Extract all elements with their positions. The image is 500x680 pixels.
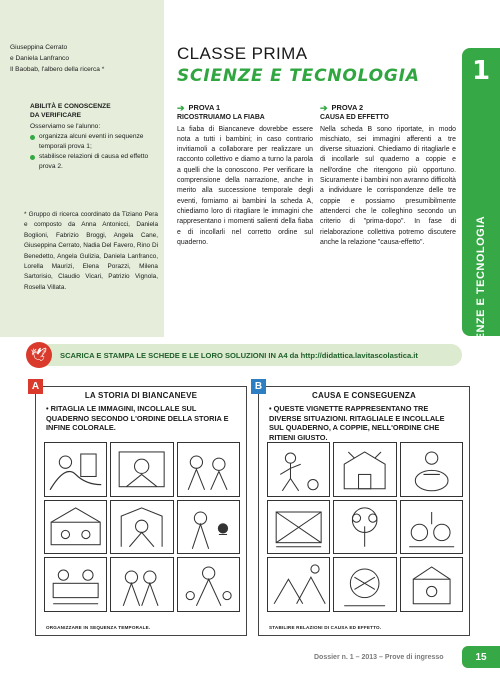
illustration-panel <box>400 557 463 612</box>
prova-2-text: Nella scheda B sono riportate, in modo mischiato, sei immagini afferenti a tre diverse situazioni. Chiediamo di ritagliarle e di incollarle sul quaderno a coppie e nell'ordine che ritengono più opportuno. Sicuramente i bambini non avranno difficoltà a individuare le corrispondenze delle tre coppie e possiamo presumibilmente attenderci che le colleghino secondo un criterio di "prima-dopo". In fase di rielaborazione collettiva potremo discutere anche la relazione "causa-effetto". <box>320 125 456 246</box>
download-banner[interactable] <box>30 344 462 366</box>
worksheet-b-instruction: • QUESTE VIGNETTE RAPPRESENTANO TRE DIVERSE SITUAZIONI. RITAGLIALE E INCOLLALE SUL QUADERNO, A COPPIE, NELL'ORDINE CHE RITIENI GIUSTO. <box>269 404 445 442</box>
arrow-right-icon: ➔ <box>177 103 185 113</box>
bird-icon: 🕊 <box>26 342 52 368</box>
illustration-panel <box>44 500 107 555</box>
illustration-panel <box>333 557 396 612</box>
abilita-title-line1: ABILITÀ E CONOSCENZE <box>30 103 111 110</box>
section-label: SCIENZE E TECNOLOGIA <box>475 215 487 361</box>
illustration-panel <box>44 442 107 497</box>
worksheet-b <box>254 381 470 636</box>
illustration-panel <box>110 557 173 612</box>
illustration-panel <box>333 442 396 497</box>
worksheet-b-badge: B <box>251 379 266 394</box>
author-line: e Daniela Lanfranco <box>10 55 70 62</box>
page-number: 15 <box>462 646 500 668</box>
abilita-intro: Osserviamo se l'alunno: <box>30 123 101 130</box>
section-tab <box>462 48 500 361</box>
illustration-panel <box>400 442 463 497</box>
illustration-panel <box>267 557 330 612</box>
illustration-panel <box>44 557 107 612</box>
illustration-panel <box>400 500 463 555</box>
prova-2-heading <box>320 103 456 113</box>
authors-block <box>10 42 160 75</box>
worksheet-a <box>31 381 247 636</box>
prova-1-label: PROVA 1 <box>188 103 221 112</box>
abilita-list <box>30 132 158 172</box>
prova-1-heading <box>177 103 313 113</box>
footer-text: Dossier n. 1 – 2013 – Prove di ingresso <box>314 654 444 661</box>
research-group-note: * Gruppo di ricerca coordinato da Tiziano Pera e composto da Anna Antonicci, Daniela Boglioni, Fabrizio Broggi, Angela Cane, Giuseppina Cerrato, Nadia Del Favero, Rino Di Benedetto, Angela Gulizia, Daniela Lanfranco, Lorella Maurizi, Elena Porazzi, Milena Sartorisio, Claudio Vicari, Patrizio Vignola, Rosella Villata. <box>24 211 158 291</box>
worksheet-a-title: LA STORIA DI BIANCANEVE <box>84 391 198 400</box>
author-line: Il Baobab, l'albero della ricerca * <box>10 66 105 73</box>
prova-2-label: PROVA 2 <box>331 103 364 112</box>
illustration-panel <box>177 442 240 497</box>
download-link-text[interactable]: SCARICA E STAMPA LE SCHEDE E LE LORO SOLUZIONI IN A4 da http://didattica.lavitascolastica.it <box>60 350 418 360</box>
worksheet-a-badge: A <box>28 379 43 394</box>
prova-1-subtitle: RICOSTRUIAMO LA FIABA <box>177 114 265 122</box>
abilita-box <box>30 102 158 172</box>
abilita-title <box>30 102 158 120</box>
worksheet-a-footer: ORGANIZZARE IN SEQUENZA TEMPORALE. <box>46 625 151 630</box>
abilita-item: organizza alcuni eventi in sequenze temporali prova 1; <box>30 132 158 152</box>
abilita-item: stabilisce relazioni di causa ed effetto prova 2. <box>30 152 158 172</box>
worksheet-a-illustrations <box>44 442 240 612</box>
worksheet-b-illustrations <box>267 442 463 612</box>
abilita-title-line2: DA VERIFICARE <box>30 112 82 119</box>
illustration-panel <box>333 500 396 555</box>
illustration-panel <box>110 442 173 497</box>
arrow-right-icon: ➔ <box>320 103 328 113</box>
illustration-panel <box>110 500 173 555</box>
section-number: 1 <box>471 56 491 86</box>
worksheet-b-title: CAUSA E CONSEGUENZA <box>312 391 416 400</box>
illustration-panel <box>177 557 240 612</box>
class-title: CLASSE PRIMA <box>177 44 308 63</box>
prova-1-column <box>177 103 313 248</box>
worksheet-b-footer: STABILIRE RELAZIONI DI CAUSA ED EFFETTO. <box>269 625 382 630</box>
prova-2-subtitle: CAUSA ED EFFETTO <box>320 114 389 122</box>
prova-2-column <box>320 103 456 248</box>
worksheet-a-instruction: • RITAGLIA LE IMMAGINI, INCOLLALE SUL QUADERNO SECONDO L'ORDINE DELLA STORIA E INFINE COLORALE. <box>46 404 229 433</box>
subject-title: SCIENZE E TECNOLOGIA <box>177 66 420 86</box>
illustration-panel <box>267 442 330 497</box>
illustration-panel <box>177 500 240 555</box>
author-line: Giuseppina Cerrato <box>10 44 68 51</box>
prova-1-text: La fiaba di Biancaneve dovrebbe essere nota a tutti i bambini; in caso contrario invitiamoli a collaborare per realizzare un racconto collettivo e diamo a turno la parola a quelli che la conoscono. Per verificare la comprensione della narrazione, anche in merito alla successione temporale degli eventi, forniamo ai bambini la scheda A, chiediamo loro di ritagliare le immagini che rappresentano i momenti salienti della fiaba e di incollarli nel corretto ordine sul quaderno. <box>177 125 313 246</box>
left-sidebar <box>0 0 164 337</box>
illustration-panel <box>267 500 330 555</box>
